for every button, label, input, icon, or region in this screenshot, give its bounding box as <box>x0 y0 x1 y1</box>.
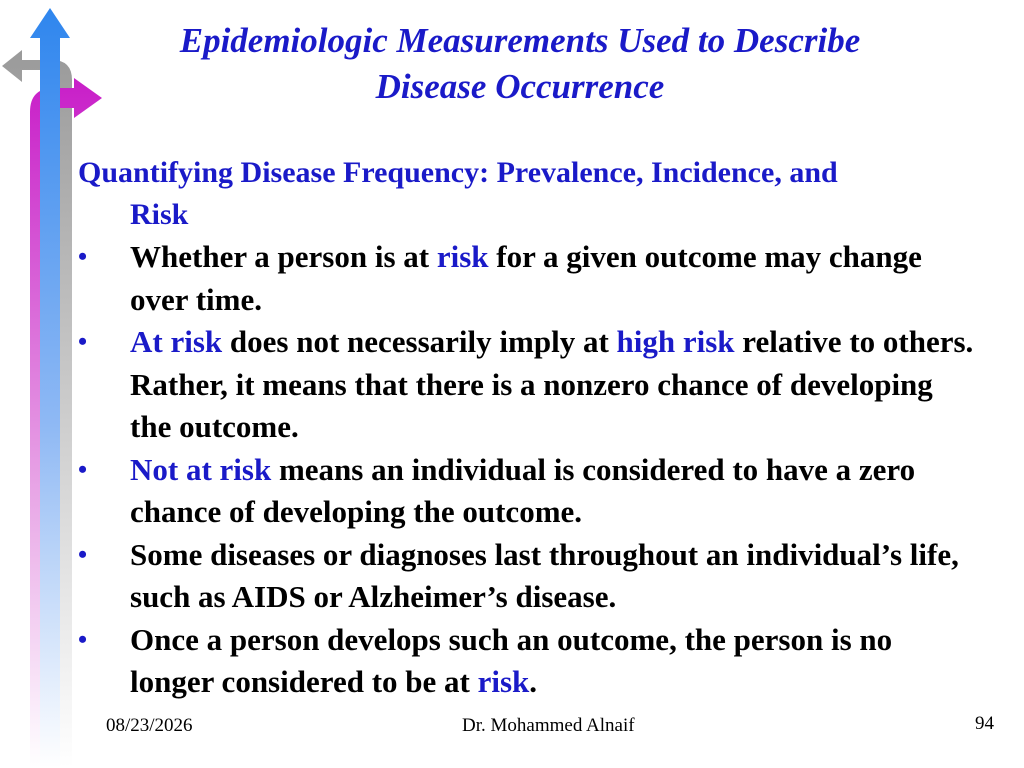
page-number: 94 <box>975 713 994 734</box>
bullet-item <box>78 534 978 619</box>
bullet-point-icon: • <box>78 539 88 569</box>
bullet-item <box>78 449 978 534</box>
bullet-point-icon: • <box>78 454 88 484</box>
highlighted-term: At risk <box>130 324 223 359</box>
bullet-item <box>78 236 978 321</box>
bullet-list <box>78 236 978 704</box>
bullet-point-icon: • <box>78 242 88 271</box>
slide-title <box>110 18 930 110</box>
footer-author: Dr. Mohammed Alnaif <box>462 715 635 736</box>
bullet-text: does not necessarily imply at <box>222 324 617 359</box>
bullet-item <box>78 619 978 704</box>
slide-title-line-2: Disease Occurrence <box>375 67 665 106</box>
section-heading <box>78 152 978 236</box>
bullet-point-icon: • <box>78 624 88 654</box>
bullet-point-icon: • <box>78 327 88 356</box>
highlighted-term: Not at risk <box>130 451 272 487</box>
section-heading-line-2: Risk <box>130 198 189 231</box>
bullet-text: relative to others. Rather, it means that there is a nonzero chance of developing the outcome. <box>130 324 974 444</box>
bullet-text: Once a person develops such an outcome, the person is no longer considered to be at <box>130 621 893 699</box>
highlighted-term: high risk <box>616 324 735 359</box>
bullet-text: Some diseases or diagnoses last throughout an individual’s life, such as AIDS or Alzheimer’s disease. <box>130 536 959 614</box>
bullet-item <box>78 321 978 449</box>
highlighted-term: risk <box>436 239 489 274</box>
bullet-text: for a given outcome may change over time. <box>130 239 922 317</box>
highlighted-term: risk <box>477 664 530 699</box>
bullet-text: means an individual is considered to have a zero chance of developing the outcome. <box>130 451 916 529</box>
section-heading-line-1: Quantifying Disease Frequency: Prevalence, Incidence, and <box>78 156 838 189</box>
bullet-text: Whether a person is at <box>130 239 437 274</box>
slide-content <box>78 152 978 704</box>
footer-date: 08/23/2026 <box>106 715 193 736</box>
bullet-text: . <box>529 664 538 699</box>
slide-title-line-1: Epidemiologic Measurements Used to Describe <box>179 21 861 60</box>
